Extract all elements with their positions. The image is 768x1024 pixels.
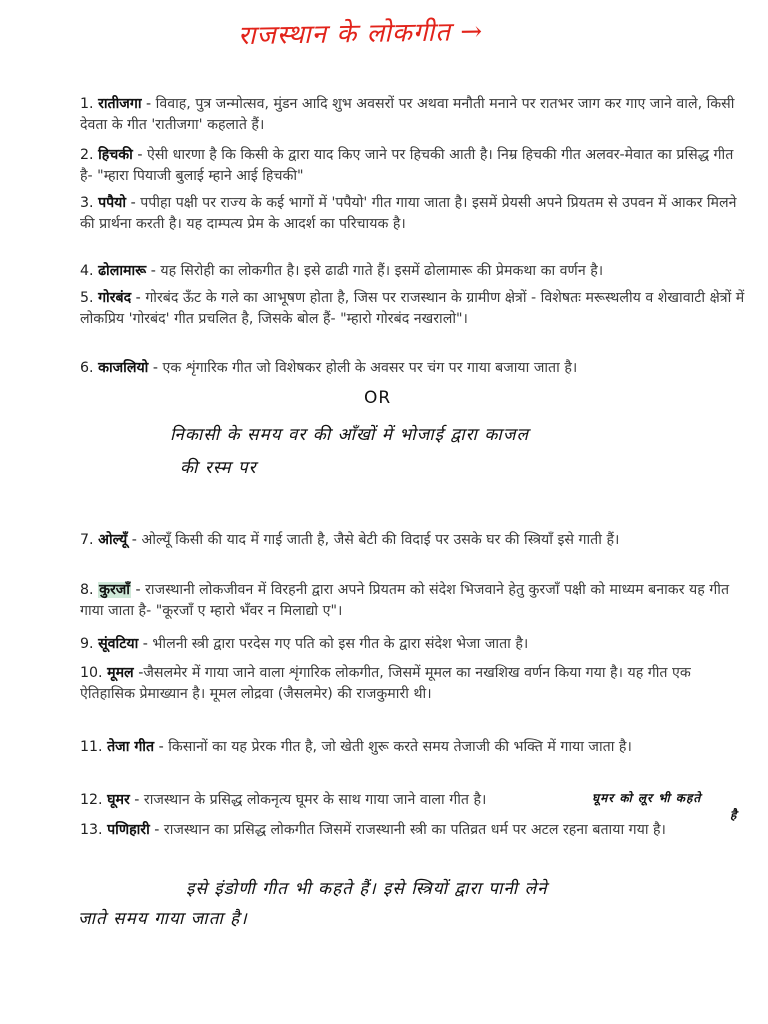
- item-name: पणिहारी: [107, 822, 150, 838]
- item-text: एक शृंगारिक गीत जो विशेषकर होली के अवसर पर चंग पर गाया बजाया जाता है।: [162, 360, 578, 376]
- item-text: ओल्यूँ किसी की याद में गाई जाती है, जैसे बेटी की विदाई पर उसके घर की स्त्रियाँ इसे गाती हैं।: [141, 532, 620, 548]
- item-text: पपीहा पक्षी पर राज्य के कई भागों में 'पपैयो' गीत गाया जाता है। इसमें प्रेयसी अपने प्रियतम से उपवन में आकर मिलने की प्रार्थना करती है। यह दाम्पत्य प्रेम के आदर्श का परिचायक है।: [80, 195, 737, 232]
- item-number: 5.: [80, 290, 94, 306]
- list-item-olyun: 7. ओल्यूँ - ओल्यूँ किसी की याद में गाई जाती है, जैसे बेटी की विदाई पर उसके घर की स्त्रियाँ इसे गाती हैं।: [80, 532, 620, 548]
- item-number: 2.: [80, 147, 94, 163]
- item-number: 8.: [80, 582, 94, 598]
- page-title: राजस्थान के लोकगीत →: [237, 16, 484, 52]
- item-number: 10.: [80, 665, 103, 681]
- list-item-moomal: 10. मूमल -जैसलमेर में गाया जाने वाला शृंगारिक लोकगीत, जिसमें मूमल का नखशिख वर्णन किया गया है। यह गीत एक ऐतिहासिक प्रेमाख्यान है। मूमल लोद्रवा (जैसलमेर) की राजकुमारी थी।: [80, 665, 691, 702]
- list-item-dholamaru: 4. ढोलामारू - यह सिरोही का लोकगीत है। इसे ढाढी गाते हैं। इसमें ढोलामारू की प्रेमकथा का वर्णन है।: [80, 263, 604, 279]
- item-number: 12.: [80, 792, 103, 808]
- item-name: घूमर: [107, 792, 130, 808]
- handwritten-note-panihari: इसे इंडोणी गीत भी कहते हैं। इसे स्त्रियों द्वारा पानी लेने: [186, 879, 548, 899]
- item-number: 4.: [80, 263, 94, 279]
- item-name: ओल्यूँ: [98, 532, 128, 548]
- item-name: मूमल: [107, 665, 134, 681]
- list-item-kurjan: 8. कुरजाँ - राजस्थानी लोकजीवन में विरहनी द्वारा अपने प्रियतम को संदेश भिजवाने हेतु कुरजाँ पक्षी को माध्यम बनाकर यह गीत गाया जाता है- "कूरजाँ ए म्हारो भँवर न मिलाद्यो ए"।: [80, 582, 730, 619]
- item-name: सूंवटिया: [98, 636, 139, 652]
- item-number: 3.: [80, 195, 94, 211]
- item-text: गोरबंद ऊँट के गले का आभूषण होता है, जिस पर राजस्थान के ग्रामीण क्षेत्रों - विशेषतः मरूस्थलीय व शेखावाटी क्षेत्रों में लोकप्रिय 'गोरबंद' गीत प्रचलित है, जिसके बोल हैं- "म्हारो गोरबंद नखरालो"।: [80, 290, 745, 327]
- item-name: तेजा गीत: [107, 739, 155, 755]
- list-item-ratijaga: 1. रातीजगा - विवाह, पुत्र जन्मोत्सव, मुंडन आदि शुभ अवसरों पर अथवा मनौती मनाने पर रातभर जाग कर गाए जाने वाले, किसी देवता के गीत 'रातीजगा' कहलाते हैं।: [80, 96, 735, 133]
- handwritten-note-panihari-2: जाते समय गाया जाता है।: [78, 909, 248, 929]
- item-name: रातीजगा: [98, 96, 142, 112]
- item-number: 1.: [80, 96, 94, 112]
- item-text: यह सिरोही का लोकगीत है। इसे ढाढी गाते हैं। इसमें ढोलामारू की प्रेमकथा का वर्णन है।: [160, 263, 604, 279]
- item-number: 13.: [80, 822, 103, 838]
- item-text: ऐसी धारणा है कि किसी के द्वारा याद किए जाने पर हिचकी आती है। निम्र हिचकी गीत अलवर-मेवात का प्रसिद्ध गीत है- "म्हारा पियाजी बुलाई म्हाने आई हिचकी": [80, 147, 734, 184]
- item-text: जैसलमेर में गाया जाने वाला शृंगारिक लोकगीत, जिसमें मूमल का नखशिख वर्णन किया गया है। यह गीत एक ऐतिहासिक प्रेमाख्यान है। मूमल लोद्रवा (जैसलमेर) की राजकुमारी थी।: [80, 665, 691, 702]
- list-item-hichki: 2. हिचकी - ऐसी धारणा है कि किसी के द्वारा याद किए जाने पर हिचकी आती है। निम्र हिचकी गीत अलवर-मेवात का प्रसिद्ध गीत है- "म्हारा पियाजी बुलाई म्हाने आई हिचकी": [80, 147, 734, 184]
- handwritten-or: OR: [364, 388, 392, 408]
- item-name: काजलियो: [98, 360, 149, 376]
- item-name: गोरबंद: [98, 290, 132, 306]
- list-item-suvatiya: 9. सूंवटिया - भीलनी स्त्री द्वारा परदेस गए पति को इस गीत के द्वारा संदेश भेजा जाता है।: [80, 636, 529, 652]
- handwritten-note-ghoomar: घूमर को लूर भी कहते: [592, 791, 702, 805]
- item-name-highlighted: कुरजाँ: [99, 582, 130, 598]
- item-text: किसानों का यह प्रेरक गीत है, जो खेती शुरू करते समय तेजाजी की भक्ति में गाया जाता है।: [168, 739, 632, 755]
- item-name: पपैयो: [98, 195, 127, 211]
- item-text: राजस्थान का प्रसिद्ध लोकगीत जिसमें राजस्थानी स्त्री का पतिव्रत धर्म पर अटल रहना बताया गया है।: [163, 822, 666, 838]
- item-text: राजस्थान के प्रसिद्ध लोकनृत्य घूमर के साथ गाया जाने वाला गीत है।: [143, 792, 487, 808]
- list-item-kajaliyo: 6. काजलियो - एक शृंगारिक गीत जो विशेषकर होली के अवसर पर चंग पर गाया बजाया जाता है।: [80, 360, 578, 376]
- list-item-gorband: 5. गोरबंद - गोरबंद ऊँट के गले का आभूषण होता है, जिस पर राजस्थान के ग्रामीण क्षेत्रों - विशेषतः मरूस्थलीय व शेखावाटी क्षेत्रों में लोकप्रिय 'गोरबंद' गीत प्रचलित है, जिसके बोल हैं- "म्हारो गोरबंद नखरालो"।: [80, 290, 745, 327]
- list-item-panihari: 13. पणिहारी - राजस्थान का प्रसिद्ध लोकगीत जिसमें राजस्थानी स्त्री का पतिव्रत धर्म पर अटल रहना बताया गया है।: [80, 822, 666, 838]
- list-item-papaiyo: 3. पपैयो - पपीहा पक्षी पर राज्य के कई भागों में 'पपैयो' गीत गाया जाता है। इसमें प्रेयसी अपने प्रियतम से उपवन में आकर मिलने की प्रार्थना करती है। यह दाम्पत्य प्रेम के आदर्श का परिचायक है।: [80, 195, 737, 232]
- item-name: हिचकी: [98, 147, 133, 163]
- list-item-ghoomar: 12. घूमर - राजस्थान के प्रसिद्ध लोकनृत्य घूमर के साथ गाया जाने वाला गीत है।: [80, 792, 487, 808]
- handwritten-note-kajaliyo-2: की रस्म पर: [180, 458, 257, 478]
- item-number: 7.: [80, 532, 94, 548]
- handwritten-note-ghoomar-2: है: [730, 808, 738, 822]
- item-number: 6.: [80, 360, 94, 376]
- item-text: भीलनी स्त्री द्वारा परदेस गए पति को इस गीत के द्वारा संदेश भेजा जाता है।: [152, 636, 529, 652]
- item-number: 11.: [80, 739, 103, 755]
- item-name: ढोलामारू: [98, 263, 147, 279]
- item-text: राजस्थानी लोकजीवन में विरहनी द्वारा अपने प्रियतम को संदेश भिजवाने हेतु कुरजाँ पक्षी को माध्यम बनाकर यह गीत गाया जाता है- "कूरजाँ ए म्हारो भँवर न मिलाद्यो ए"।: [80, 582, 730, 619]
- item-number: 9.: [80, 636, 94, 652]
- list-item-teja-geet: 11. तेजा गीत - किसानों का यह प्रेरक गीत है, जो खेती शुरू करते समय तेजाजी की भक्ति में गाया जाता है।: [80, 739, 632, 755]
- item-text: विवाह, पुत्र जन्मोत्सव, मुंडन आदि शुभ अवसरों पर अथवा मनौती मनाने पर रातभर जाग कर गाए जाने वाले, किसी देवता के गीत 'रातीजगा' कहलाते हैं।: [80, 96, 735, 133]
- handwritten-note-kajaliyo: निकासी के समय वर की आँखों में भोजाई द्वारा काजल: [170, 425, 529, 445]
